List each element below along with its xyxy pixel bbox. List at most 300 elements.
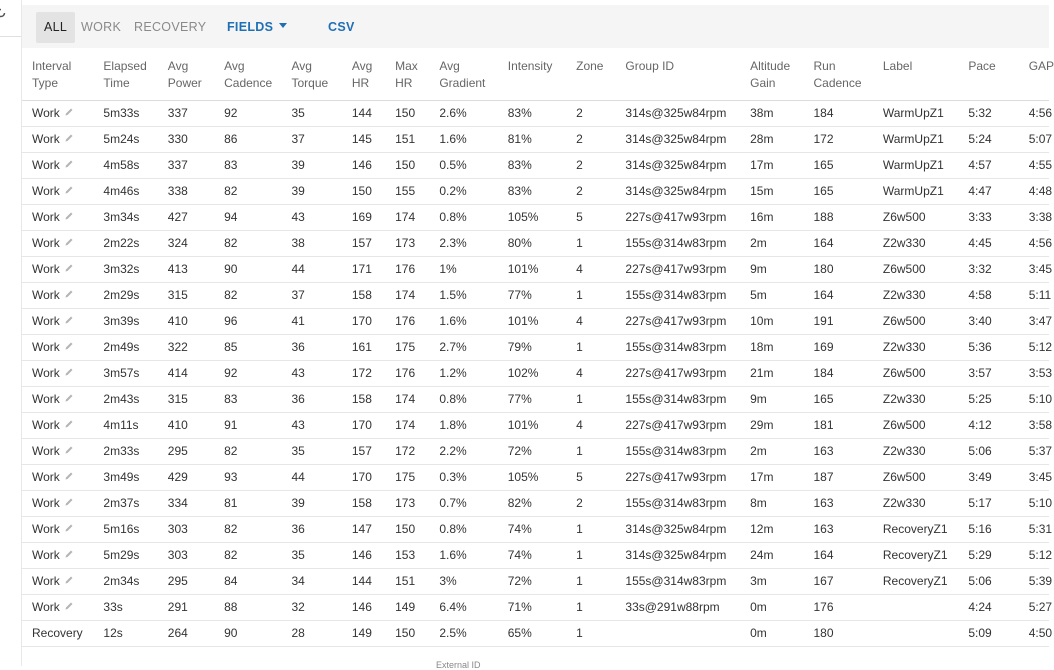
table-row[interactable] — [22, 594, 1049, 620]
table-cell — [498, 308, 566, 334]
cell-value: 1.5% — [439, 287, 467, 302]
cell-value: 0.2% — [439, 183, 467, 198]
table-cell — [873, 256, 958, 282]
cell-value: 36 — [291, 391, 305, 406]
table-cell — [429, 360, 497, 386]
column-header[interactable] — [158, 50, 214, 100]
table-cell — [214, 438, 281, 464]
pencil-icon[interactable] — [64, 133, 74, 143]
pencil-icon[interactable] — [64, 185, 74, 195]
table-row[interactable] — [22, 568, 1049, 594]
cell-value: 4 — [576, 261, 583, 276]
cell-value: WarmUpZ1 — [882, 105, 944, 120]
column-header[interactable] — [803, 50, 872, 100]
table-row[interactable] — [22, 360, 1049, 386]
column-header[interactable] — [22, 50, 93, 100]
table-cell — [158, 360, 214, 386]
table-cell — [615, 490, 740, 516]
cell-value: 2 — [576, 105, 583, 120]
table-cell — [342, 282, 385, 308]
cell-value: Z2w330 — [882, 235, 926, 250]
cell-value: 5m29s — [103, 547, 140, 562]
cell-value: 34 — [291, 573, 305, 588]
left-panel-edge — [0, 0, 21, 666]
table-row[interactable] — [22, 256, 1049, 282]
cell-value: 10m — [750, 313, 774, 328]
table-cell — [803, 594, 872, 620]
pencil-icon[interactable] — [64, 263, 74, 273]
cell-value: 161 — [351, 339, 372, 354]
table-cell — [1019, 412, 1053, 438]
column-header[interactable] — [342, 50, 385, 100]
cell-value: 77% — [507, 287, 532, 302]
table-cell — [498, 568, 566, 594]
table-cell — [214, 230, 281, 256]
table-cell — [958, 568, 1018, 594]
cell-value: 174 — [395, 287, 416, 302]
cell-value: 39 — [291, 183, 305, 198]
column-header[interactable] — [740, 50, 803, 100]
cell-value: 146 — [351, 157, 372, 172]
cell-value: 4:24 — [968, 599, 992, 614]
cell-value: 84 — [224, 573, 238, 588]
cell-value: 33s@291w88rpm — [625, 599, 720, 614]
cell-value: 169 — [813, 339, 834, 354]
pencil-icon[interactable] — [64, 211, 74, 221]
cell-value: Z6w500 — [882, 209, 926, 224]
column-header[interactable] — [385, 50, 429, 100]
tab-recovery[interactable]: RECOVERY — [134, 20, 207, 34]
table-cell — [566, 620, 615, 646]
cell-value: 4:56 — [1028, 235, 1053, 250]
cell-value: 2m43s — [103, 391, 140, 406]
cell-value: 4 — [576, 313, 583, 328]
table-cell — [22, 490, 93, 516]
tab-work[interactable]: WORK — [81, 20, 122, 34]
table-cell — [429, 542, 497, 568]
table-cell — [1019, 334, 1053, 360]
table-cell — [93, 152, 157, 178]
cell-value: 83 — [224, 391, 238, 406]
pencil-icon[interactable] — [64, 393, 74, 403]
intervals-table-container — [22, 50, 1054, 666]
table-cell — [615, 542, 740, 568]
pencil-icon[interactable] — [64, 367, 74, 377]
intervals-table — [22, 50, 1054, 647]
table-cell — [282, 256, 342, 282]
cell-value: Z6w500 — [882, 469, 926, 484]
cell-value: 105% — [507, 469, 539, 484]
table-cell — [803, 100, 872, 126]
table-cell — [1019, 386, 1053, 412]
table-cell — [498, 334, 566, 360]
cell-value: 1 — [576, 391, 583, 406]
cell-value: RecoveryZ1 — [882, 521, 948, 536]
table-cell — [282, 542, 342, 568]
table-cell — [385, 386, 429, 412]
pencil-icon[interactable] — [64, 497, 74, 507]
table-cell — [22, 282, 93, 308]
table-cell — [429, 490, 497, 516]
cell-value: 90 — [224, 261, 238, 276]
table-cell — [958, 464, 1018, 490]
pencil-icon[interactable] — [64, 107, 74, 117]
table-cell — [214, 412, 281, 438]
cell-value: 37 — [291, 131, 305, 146]
cell-value: 4 — [576, 417, 583, 432]
cell-value: 38 — [291, 235, 305, 250]
cell-value: Z2w330 — [882, 443, 926, 458]
cell-value: 410 — [167, 417, 188, 432]
table-row[interactable] — [22, 516, 1049, 542]
table-cell — [958, 542, 1018, 568]
pencil-icon[interactable] — [64, 237, 74, 247]
cell-value: 227s@417w93rpm — [625, 417, 727, 432]
cell-value: 314s@325w84rpm — [625, 183, 727, 198]
pencil-icon[interactable] — [64, 289, 74, 299]
column-header-line1: Altitude — [750, 59, 791, 73]
table-cell — [1019, 516, 1053, 542]
table-row[interactable] — [22, 204, 1049, 230]
cell-value: Work — [32, 339, 60, 354]
table-cell — [93, 464, 157, 490]
cell-value: 9m — [750, 261, 767, 276]
pencil-icon[interactable] — [64, 159, 74, 169]
cell-value: 9m — [750, 391, 767, 406]
cell-value: 18m — [750, 339, 774, 354]
cell-value: 184 — [813, 365, 834, 380]
table-cell — [958, 152, 1018, 178]
cell-value: 169 — [351, 209, 372, 224]
table-cell — [282, 126, 342, 152]
column-header[interactable] — [566, 50, 615, 100]
cell-value: 322 — [167, 339, 188, 354]
cell-value: 155s@314w83rpm — [625, 235, 727, 250]
table-row[interactable] — [22, 412, 1049, 438]
table-cell — [958, 516, 1018, 542]
cell-value: 2m33s — [103, 443, 140, 458]
cell-value: 4m58s — [103, 157, 140, 172]
pencil-icon[interactable] — [64, 575, 74, 585]
cell-value: 158 — [351, 287, 372, 302]
cell-value: 82 — [224, 183, 238, 198]
table-cell — [498, 438, 566, 464]
table-cell — [958, 308, 1018, 334]
column-header-line1: Pace — [968, 59, 996, 73]
cell-value: 17m — [750, 469, 774, 484]
table-cell — [429, 334, 497, 360]
pencil-icon[interactable] — [64, 471, 74, 481]
cell-value: 324 — [167, 235, 188, 250]
table-cell — [958, 360, 1018, 386]
cell-value: 82 — [224, 547, 238, 562]
pencil-icon[interactable] — [64, 601, 74, 611]
table-cell — [22, 126, 93, 152]
table-cell — [158, 308, 214, 334]
column-header[interactable] — [214, 50, 281, 100]
table-row[interactable] — [22, 620, 1049, 646]
table-cell — [385, 412, 429, 438]
csv-button[interactable]: CSV — [328, 20, 355, 34]
cell-value: 4:12 — [968, 417, 992, 432]
table-cell — [566, 490, 615, 516]
cell-value: Work — [32, 599, 60, 614]
cell-value: 5m33s — [103, 105, 140, 120]
table-cell — [385, 308, 429, 334]
table-cell — [342, 100, 385, 126]
cell-value: 172 — [351, 365, 372, 380]
column-header[interactable] — [615, 50, 740, 100]
column-header[interactable] — [429, 50, 497, 100]
table-cell — [342, 490, 385, 516]
cell-value: 3m — [750, 573, 767, 588]
refresh-icon[interactable] — [0, 6, 8, 20]
table-row[interactable] — [22, 386, 1049, 412]
table-cell — [158, 412, 214, 438]
cell-value: Work — [32, 365, 60, 380]
column-header-line2: Type — [32, 76, 59, 90]
cell-value: 1 — [576, 547, 583, 562]
table-cell — [873, 412, 958, 438]
table-cell — [1019, 360, 1053, 386]
column-header[interactable] — [1019, 50, 1054, 100]
tab-all[interactable]: ALL — [36, 12, 75, 43]
table-cell — [566, 204, 615, 230]
pencil-icon[interactable] — [64, 549, 74, 559]
table-cell — [158, 178, 214, 204]
table-cell — [214, 256, 281, 282]
column-header-line1: Elapsed — [103, 59, 147, 73]
table-cell — [93, 308, 157, 334]
table-row[interactable] — [22, 152, 1049, 178]
cell-value: 330 — [167, 131, 188, 146]
cell-value: 21m — [750, 365, 774, 380]
table-cell — [158, 334, 214, 360]
cell-value: 151 — [395, 573, 416, 588]
table-cell — [93, 490, 157, 516]
table-cell — [958, 334, 1018, 360]
table-row[interactable] — [22, 334, 1049, 360]
table-row[interactable] — [22, 178, 1049, 204]
table-cell — [93, 438, 157, 464]
table-cell — [873, 490, 958, 516]
table-cell — [429, 568, 497, 594]
cell-value: 2 — [576, 495, 583, 510]
table-cell — [566, 386, 615, 412]
table-cell — [342, 334, 385, 360]
cell-value: 155s@314w83rpm — [625, 495, 727, 510]
cell-value: 105% — [507, 209, 539, 224]
cell-value: 36 — [291, 339, 305, 354]
table-cell — [158, 490, 214, 516]
cell-value: 91 — [224, 417, 238, 432]
table-cell — [803, 542, 872, 568]
cell-value: 8m — [750, 495, 767, 510]
table-cell — [873, 282, 958, 308]
column-header[interactable] — [282, 50, 342, 100]
cell-value: 5 — [576, 469, 583, 484]
table-cell — [214, 464, 281, 490]
column-header[interactable] — [958, 50, 1018, 100]
table-cell — [1019, 282, 1052, 308]
cell-value: 5:07 — [1028, 131, 1053, 146]
cell-value: WarmUpZ1 — [882, 183, 944, 198]
table-cell — [429, 464, 497, 490]
cell-value: 4:48 — [1028, 183, 1053, 198]
column-header-line1: Avg — [167, 59, 189, 73]
cell-value: Work — [32, 105, 60, 120]
table-cell — [282, 438, 342, 464]
cell-value: 96 — [224, 313, 238, 328]
cell-value: Work — [32, 417, 60, 432]
table-cell — [498, 412, 566, 438]
cell-value: 43 — [291, 417, 305, 432]
cell-value: 33s — [103, 599, 123, 614]
column-header[interactable] — [873, 50, 958, 100]
table-cell — [740, 542, 803, 568]
cell-value: 72% — [507, 573, 532, 588]
pencil-icon[interactable] — [64, 523, 74, 533]
table-cell — [282, 386, 342, 412]
pencil-icon[interactable] — [64, 315, 74, 325]
cell-value: Work — [32, 443, 60, 458]
table-cell — [873, 334, 958, 360]
cell-value: 227s@417w93rpm — [625, 261, 727, 276]
cell-value: 175 — [395, 339, 416, 354]
table-cell — [158, 438, 214, 464]
table-cell — [566, 334, 615, 360]
cell-value: 303 — [167, 521, 188, 536]
table-row[interactable] — [22, 464, 1049, 490]
cell-value: 3:47 — [1028, 313, 1053, 328]
cell-value: 158 — [351, 391, 372, 406]
table-cell — [803, 334, 872, 360]
table-cell — [214, 282, 281, 308]
column-header[interactable] — [498, 50, 566, 100]
cell-value: 4:58 — [968, 287, 992, 302]
cell-value: Work — [32, 183, 60, 198]
cell-value: 149 — [395, 599, 416, 614]
table-cell — [158, 568, 214, 594]
cell-value: Work — [32, 157, 60, 172]
cell-value: 39 — [291, 495, 305, 510]
pencil-icon[interactable] — [64, 419, 74, 429]
table-cell — [1019, 490, 1053, 516]
table-row[interactable] — [22, 308, 1049, 334]
table-row[interactable] — [22, 490, 1049, 516]
table-cell — [740, 490, 803, 516]
cell-value: 38m — [750, 105, 774, 120]
cell-value: 44 — [291, 261, 305, 276]
cell-value: 5:10 — [1028, 391, 1053, 406]
cell-value: 2m34s — [103, 573, 140, 588]
table-cell — [22, 542, 93, 568]
table-cell — [498, 204, 566, 230]
table-cell — [740, 334, 803, 360]
cell-value: 80% — [507, 235, 532, 250]
cell-value: 5:10 — [1028, 495, 1053, 510]
table-cell — [1019, 152, 1053, 178]
table-row[interactable] — [22, 230, 1049, 256]
cell-value: RecoveryZ1 — [882, 547, 948, 562]
cell-value: 5:36 — [968, 339, 992, 354]
table-cell — [615, 438, 740, 464]
cell-value: WarmUpZ1 — [882, 157, 944, 172]
table-cell — [740, 360, 803, 386]
pencil-icon[interactable] — [64, 341, 74, 351]
table-cell — [158, 542, 214, 568]
cell-value: 149 — [351, 625, 372, 640]
pencil-icon[interactable] — [64, 445, 74, 455]
table-cell — [93, 516, 157, 542]
table-cell — [22, 256, 93, 282]
cell-value: 24m — [750, 547, 774, 562]
table-row[interactable] — [22, 282, 1049, 308]
table-cell — [498, 126, 566, 152]
table-cell — [498, 386, 566, 412]
cell-value: 82% — [507, 495, 532, 510]
cell-value: 35 — [291, 105, 305, 120]
table-cell — [429, 438, 497, 464]
table-cell — [803, 204, 872, 230]
table-cell — [803, 152, 872, 178]
cell-value: 82 — [224, 443, 238, 458]
column-header-line2: Gradient — [439, 76, 486, 90]
table-row[interactable] — [22, 542, 1049, 568]
table-cell — [615, 152, 740, 178]
table-row[interactable] — [22, 100, 1049, 126]
cell-value: Z2w330 — [882, 339, 926, 354]
table-cell — [93, 620, 157, 646]
column-header[interactable] — [93, 50, 157, 100]
cell-value: 164 — [813, 235, 834, 250]
cell-value: 1.8% — [439, 417, 467, 432]
table-cell — [158, 100, 214, 126]
table-row[interactable] — [22, 126, 1049, 152]
table-cell — [803, 386, 872, 412]
table-cell — [282, 360, 342, 386]
cell-value: 2.5% — [439, 625, 467, 640]
fields-dropdown-button[interactable] — [221, 12, 293, 43]
column-header-line1: Label — [882, 59, 913, 73]
cell-value: 3m32s — [103, 261, 140, 276]
column-label-external-id: External ID — [436, 660, 481, 670]
cell-value: Work — [32, 469, 60, 484]
table-cell — [566, 100, 615, 126]
cell-value: 172 — [813, 131, 834, 146]
table-cell — [740, 308, 803, 334]
cell-value: 36 — [291, 521, 305, 536]
table-cell — [385, 438, 429, 464]
table-cell — [958, 282, 1018, 308]
table-cell — [158, 282, 214, 308]
cell-value: 174 — [395, 417, 416, 432]
column-header-line2: Power — [167, 76, 202, 90]
table-cell — [429, 594, 497, 620]
cell-value: 2 — [576, 183, 583, 198]
cell-value: 88 — [224, 599, 238, 614]
cell-value: 334 — [167, 495, 188, 510]
table-cell — [158, 230, 214, 256]
cell-value: 82 — [224, 287, 238, 302]
table-row[interactable] — [22, 438, 1049, 464]
cell-value: 5:06 — [968, 443, 992, 458]
cell-value: 0.5% — [439, 157, 467, 172]
table-cell — [566, 282, 615, 308]
table-cell — [214, 100, 281, 126]
table-cell — [385, 282, 429, 308]
table-cell — [93, 412, 157, 438]
